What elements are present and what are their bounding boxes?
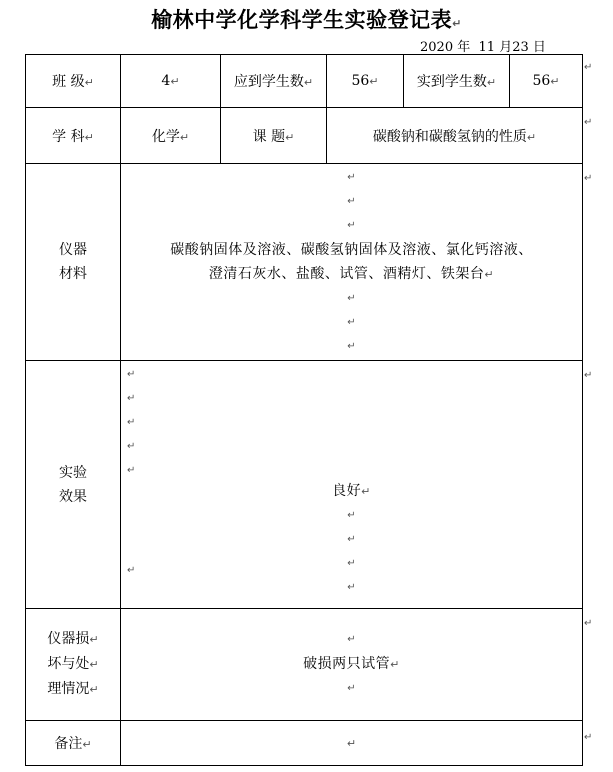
class-label-cell: 班 级↵ <box>26 55 121 108</box>
date-month: 11 <box>478 40 496 55</box>
table-row <box>26 721 583 766</box>
materials-label-cell: 仪器 材料 <box>26 164 121 361</box>
date-year: 2020 <box>420 40 454 55</box>
table-row <box>26 609 583 721</box>
row-end-mark: ↵ <box>584 173 593 184</box>
notes-label-cell: 备注↵ <box>26 721 121 766</box>
actual-value-cell: 56↵ <box>510 55 583 108</box>
effect-content-cell: ↵ ↵ ↵ ↵ ↵ ↵ 良好↵ ↵ ↵ ↵ ↵ <box>121 361 583 609</box>
date-line: 2020 年 11 月23 日 <box>420 40 546 55</box>
expected-value-cell: 56↵ <box>327 55 404 108</box>
page-title: 榆林中学化学科学生实验登记表↵ <box>151 8 462 32</box>
subject-label-cell: 学 科↵ <box>26 108 121 164</box>
class-value-cell: 4↵ <box>121 55 221 108</box>
effect-label-cell: 实验 效果 <box>26 361 121 609</box>
table-row <box>26 164 583 361</box>
table-row <box>26 361 583 609</box>
table-row <box>26 55 583 108</box>
registration-table <box>25 54 583 766</box>
notes-content-cell: ↵ <box>121 721 583 766</box>
topic-label-cell: 课 题↵ <box>221 108 327 164</box>
row-end-mark: ↵ <box>584 117 593 128</box>
expected-label-cell: 应到学生数↵ <box>221 55 327 108</box>
row-end-mark: ↵ <box>584 618 593 629</box>
materials-content-cell: ↵ ↵ ↵ 碳酸钠固体及溶液、碳酸氢钠固体及溶液、氯化钙溶液、 澄清石灰水、盐酸、试管、酒精灯、铁架台↵ ↵ ↵ ↵ <box>121 164 583 361</box>
subject-value-cell: 化学↵ <box>121 108 221 164</box>
row-end-mark: ↵ <box>584 732 593 743</box>
table-row <box>26 108 583 164</box>
row-end-mark: ↵ <box>584 370 593 381</box>
damage-label-cell: 仪器损↵ 坏与处↵ 理情况↵ <box>26 609 121 721</box>
damage-content-cell: ↵ 破损两只试管↵ ↵ <box>121 609 583 721</box>
actual-label-cell: 实到学生数↵ <box>404 55 510 108</box>
row-end-mark: ↵ <box>584 62 593 73</box>
topic-value-cell: 碳酸钠和碳酸氢钠的性质↵ <box>327 108 583 164</box>
date-day: 23 <box>512 40 529 55</box>
